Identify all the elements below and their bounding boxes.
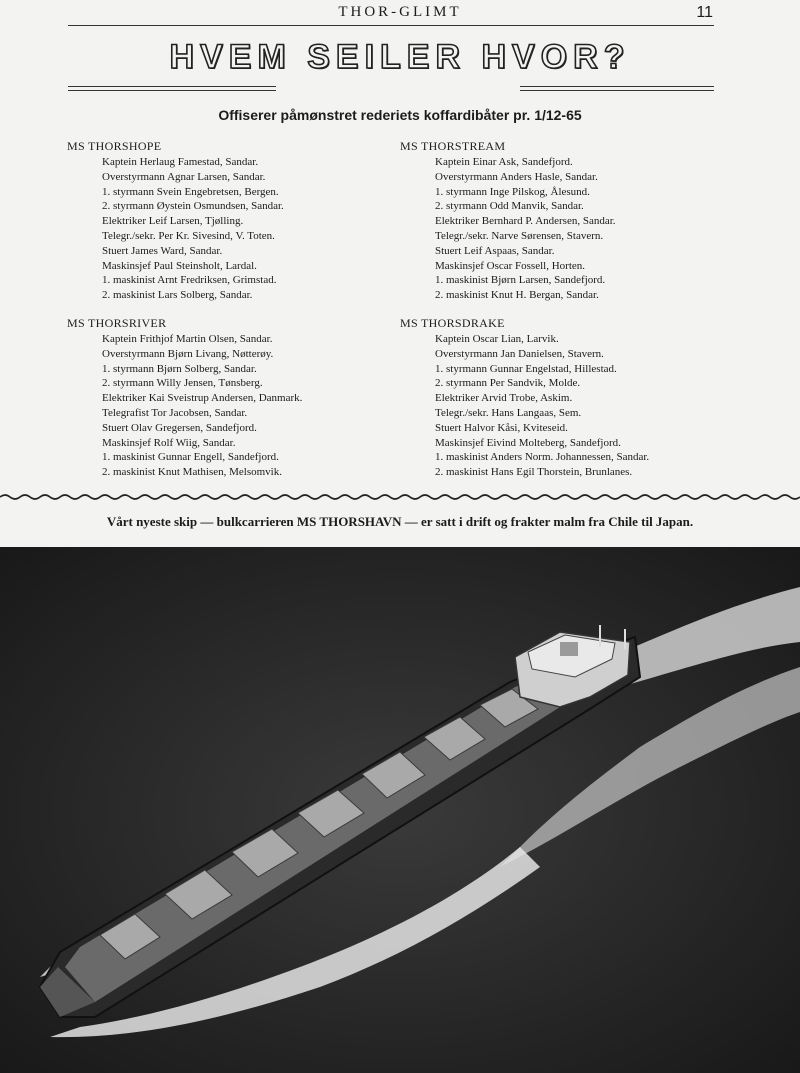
ship-block-thorsriver bbox=[67, 316, 407, 480]
ship-name: MS THORSTREAM bbox=[400, 139, 506, 153]
crew-member: 1. styrmann Inge Pilskog, Ålesund. bbox=[435, 185, 590, 198]
crew-list bbox=[67, 332, 407, 480]
crew-member: Elektriker Arvid Trobe, Askim. bbox=[435, 392, 573, 405]
page-number: 11 bbox=[696, 4, 713, 21]
crew-member: Kaptein Frithjof Martin Olsen, Sandar. bbox=[102, 333, 273, 345]
crew-member: 1. maskinist Bjørn Larsen, Sandefjord. bbox=[435, 274, 606, 287]
crew-member: Telegr./sekr. Hans Langaas, Sem. bbox=[435, 406, 582, 419]
crew-member: Telegr./sekr. Narve Sørensen, Stavern. bbox=[435, 229, 604, 242]
crew-member: Elektriker Kai Sveistrup Andersen, Danmark. bbox=[102, 392, 303, 405]
crew-member: Overstyrmann Bjørn Livang, Nøtterøy. bbox=[102, 347, 274, 360]
crew-member: Stuert Leif Aspaas, Sandar. bbox=[435, 244, 555, 257]
crew-member: Overstyrmann Anders Hasle, Sandar. bbox=[435, 170, 598, 183]
crew-member: 2. maskinist Knut H. Bergan, Sandar. bbox=[435, 289, 599, 302]
crew-member: Maskinsjef Eivind Molteberg, Sandefjord. bbox=[435, 436, 621, 449]
crew-list bbox=[400, 332, 740, 480]
crew-member: Stuert Olav Gregersen, Sandefjord. bbox=[102, 421, 257, 434]
crew-member: 1. styrmann Svein Engebretsen, Bergen. bbox=[102, 185, 279, 198]
crew-member: Overstyrmann Jan Danielsen, Stavern. bbox=[435, 347, 604, 360]
wave-divider bbox=[0, 490, 800, 504]
ship-photo bbox=[0, 547, 800, 1073]
ship-block-thorshope bbox=[67, 139, 407, 303]
crew-member: 2. maskinist Hans Egil Thorstein, Brunlanes. bbox=[435, 466, 633, 479]
crew-member: Overstyrmann Agnar Larsen, Sandar. bbox=[102, 170, 266, 183]
crew-member: 2. styrmann Willy Jensen, Tønsberg. bbox=[102, 377, 263, 390]
ship-name: MS THORSDRAKE bbox=[400, 316, 505, 330]
crew-member: Kaptein Einar Ask, Sandefjord. bbox=[435, 156, 573, 168]
crew-member: 1. styrmann Gunnar Engelstad, Hillestad. bbox=[435, 362, 617, 375]
crew-list bbox=[67, 155, 407, 303]
crew-member: Maskinsjef Oscar Fossell, Horten. bbox=[435, 259, 586, 272]
crew-list bbox=[400, 155, 740, 303]
crew-member: 1. maskinist Gunnar Engell, Sandefjord. bbox=[102, 451, 279, 464]
crew-member: 2. maskinist Knut Mathisen, Melsomvik. bbox=[102, 466, 282, 479]
crew-member: Kaptein Oscar Lian, Larvik. bbox=[435, 333, 559, 345]
crew-member: Kaptein Herlaug Famestad, Sandar. bbox=[102, 156, 259, 168]
subtitle: Offiserer påmønstret rederiets koffardibåter pr. 1/12-65 bbox=[218, 107, 582, 123]
crew-member: Telegr./sekr. Per Kr. Sivesind, V. Toten. bbox=[102, 229, 275, 242]
crew-member: Elektriker Leif Larsen, Tjølling. bbox=[102, 215, 244, 228]
crew-member: 2. styrmann Per Sandvik, Molde. bbox=[435, 377, 581, 390]
crew-member: 1. maskinist Anders Norm. Johannessen, Sandar. bbox=[435, 451, 650, 464]
ship-block-thorstream bbox=[400, 139, 740, 303]
headline-rule-right bbox=[520, 86, 714, 91]
crew-member: 2. maskinist Lars Solberg, Sandar. bbox=[102, 289, 253, 302]
crew-member: 2. styrmann Øystein Osmundsen, Sandar. bbox=[102, 200, 284, 213]
header-rule bbox=[68, 25, 714, 26]
crew-member: Elektriker Bernhard P. Andersen, Sandar. bbox=[435, 215, 616, 228]
crew-member: Telegrafist Tor Jacobsen, Sandar. bbox=[102, 406, 248, 419]
headline: HVEM SEILER HVOR? bbox=[169, 38, 631, 76]
crew-member: 1. maskinist Arnt Fredriksen, Grimstad. bbox=[102, 274, 277, 287]
ship-name: MS THORSRIVER bbox=[67, 316, 167, 330]
ship-block-thorsdrake bbox=[400, 316, 740, 480]
photo-caption: Vårt nyeste skip — bulkcarrieren MS THORSHAVN — er satt i drift og frakter malm fra Chile til Japan. bbox=[106, 514, 694, 529]
crew-member: Maskinsjef Rolf Wiig, Sandar. bbox=[102, 436, 236, 449]
crew-member: Stuert James Ward, Sandar. bbox=[102, 244, 223, 257]
publication-title: THOR-GLIMT bbox=[338, 4, 462, 20]
headline-rule-left bbox=[68, 86, 276, 91]
crew-member: 2. styrmann Odd Manvik, Sandar. bbox=[435, 200, 584, 213]
ship-name: MS THORSHOPE bbox=[67, 139, 162, 153]
crew-member: Stuert Halvor Kåsi, Kviteseid. bbox=[435, 421, 568, 434]
crew-member: 1. styrmann Bjørn Solberg, Sandar. bbox=[102, 362, 257, 375]
crew-member: Maskinsjef Paul Steinsholt, Lardal. bbox=[102, 259, 257, 272]
